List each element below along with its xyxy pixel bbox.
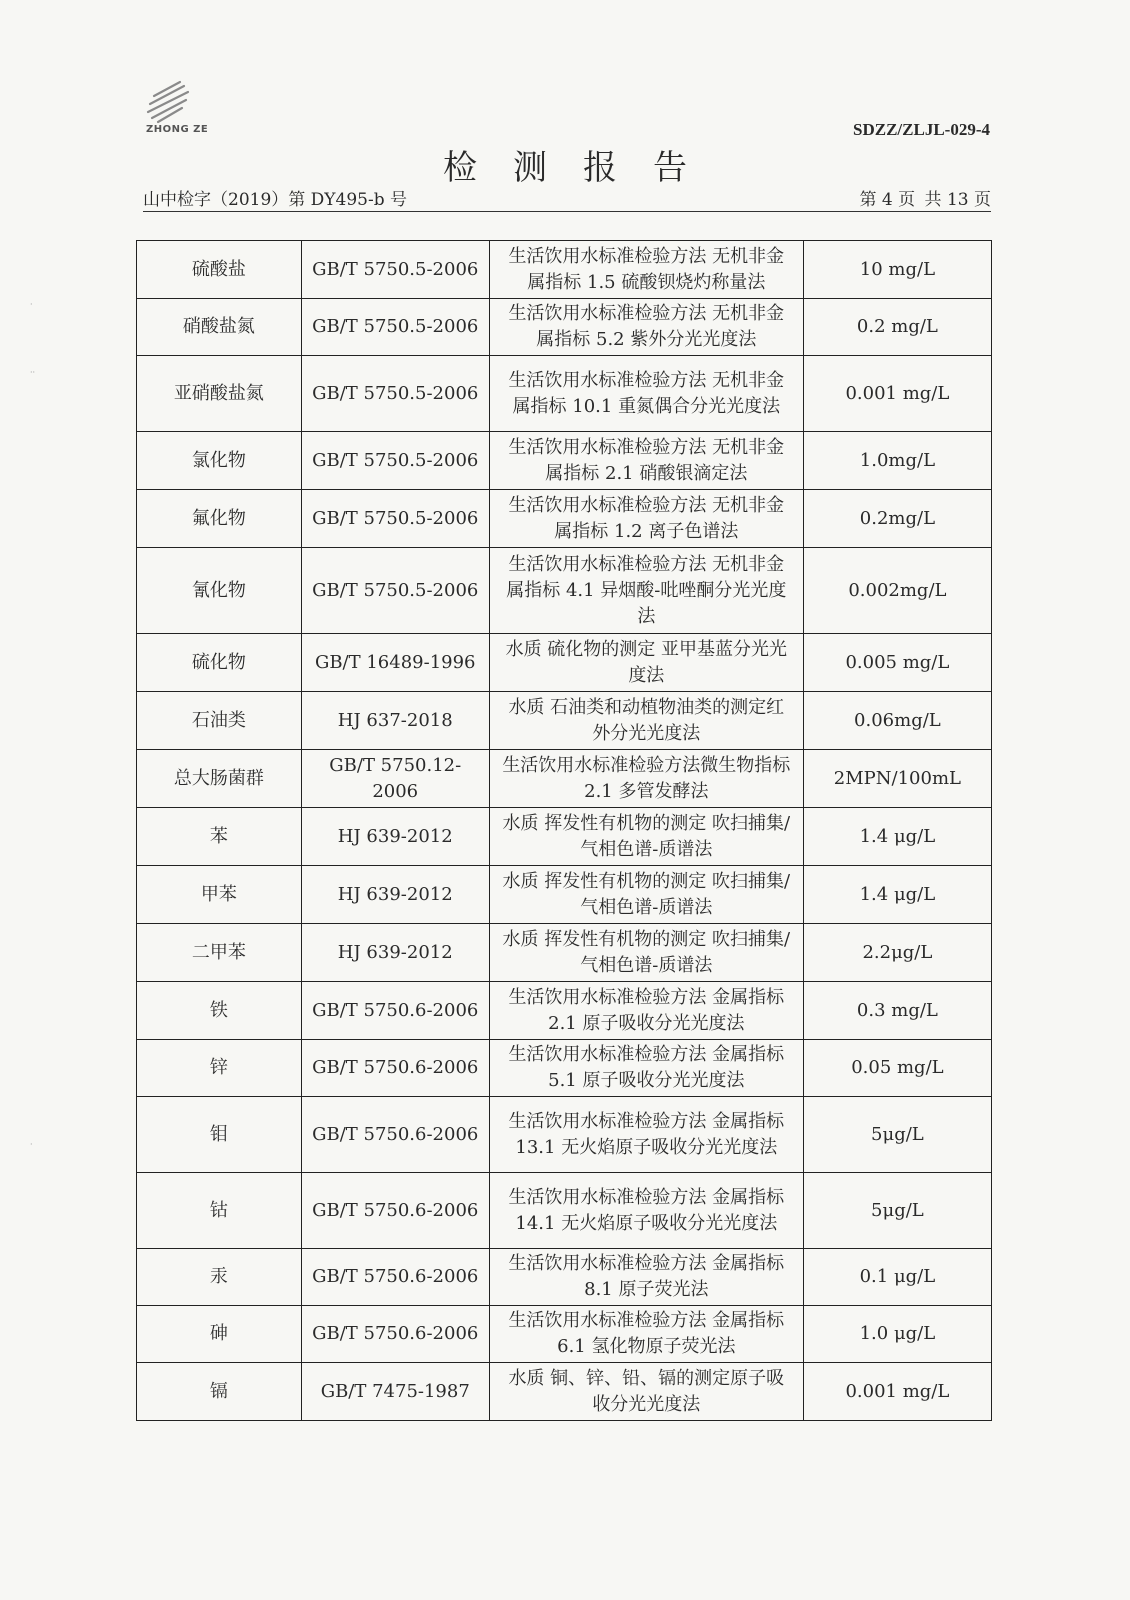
table-row bbox=[137, 1097, 992, 1173]
table-row bbox=[137, 356, 992, 432]
scan-speck: · bbox=[30, 300, 33, 309]
page-indicator bbox=[856, 185, 991, 210]
method-cell: 水质 挥发性有机物的测定 吹扫捕集/气相色谱-质谱法 bbox=[489, 808, 803, 866]
scan-speck: · bbox=[30, 1140, 33, 1149]
table-row bbox=[137, 1306, 992, 1363]
standard-cell: GB/T 5750.5-2006 bbox=[301, 548, 489, 634]
limit-cell: 0.3 mg/L bbox=[803, 982, 991, 1040]
results-table-body bbox=[137, 241, 992, 1421]
limit-cell: 0.005 mg/L bbox=[803, 634, 991, 692]
item-cell: 苯 bbox=[137, 808, 302, 866]
table-row bbox=[137, 692, 992, 750]
report-number: 山中检字（2019）第 DY495-b 号 bbox=[143, 190, 407, 210]
report-meta-row bbox=[143, 185, 991, 212]
page-total: 共 13 页 bbox=[924, 190, 991, 210]
standard-cell: GB/T 16489-1996 bbox=[301, 634, 489, 692]
method-cell: 生活饮用水标准检验方法 无机非金属指标 2.1 硝酸银滴定法 bbox=[489, 432, 803, 490]
standard-cell: GB/T 5750.6-2006 bbox=[301, 1306, 489, 1363]
limit-cell: 5μg/L bbox=[803, 1173, 991, 1249]
standard-cell: GB/T 5750.12-2006 bbox=[301, 750, 489, 808]
item-cell: 硫化物 bbox=[137, 634, 302, 692]
method-cell: 水质 铜、锌、铅、镉的测定原子吸收分光光度法 bbox=[489, 1363, 803, 1421]
limit-cell: 1.0 μg/L bbox=[803, 1306, 991, 1363]
item-cell: 钼 bbox=[137, 1097, 302, 1173]
method-cell: 生活饮用水标准检验方法 金属指标 5.1 原子吸收分光光度法 bbox=[489, 1040, 803, 1097]
item-cell: 镉 bbox=[137, 1363, 302, 1421]
standard-cell: GB/T 5750.5-2006 bbox=[301, 356, 489, 432]
item-cell: 甲苯 bbox=[137, 866, 302, 924]
item-cell: 石油类 bbox=[137, 692, 302, 750]
method-cell: 生活饮用水标准检验方法 无机非金属指标 4.1 异烟酸-吡唑酮分光光度法 bbox=[489, 548, 803, 634]
item-cell: 氟化物 bbox=[137, 490, 302, 548]
method-cell: 水质 挥发性有机物的测定 吹扫捕集/气相色谱-质谱法 bbox=[489, 866, 803, 924]
item-cell: 硝酸盐氮 bbox=[137, 299, 302, 356]
item-cell: 钴 bbox=[137, 1173, 302, 1249]
item-cell: 砷 bbox=[137, 1306, 302, 1363]
item-cell: 总大肠菌群 bbox=[137, 750, 302, 808]
standard-cell: GB/T 5750.6-2006 bbox=[301, 1173, 489, 1249]
method-cell: 生活饮用水标准检验方法 金属指标 8.1 原子荧光法 bbox=[489, 1249, 803, 1306]
logo-text: ZHONG ZE bbox=[146, 124, 209, 135]
limit-cell: 1.4 μg/L bbox=[803, 808, 991, 866]
limit-cell: 0.001 mg/L bbox=[803, 356, 991, 432]
limit-cell: 2.2μg/L bbox=[803, 924, 991, 982]
table-row bbox=[137, 548, 992, 634]
method-cell: 生活饮用水标准检验方法 无机非金属指标 5.2 紫外分光光度法 bbox=[489, 299, 803, 356]
limit-cell: 2MPN/100mL bbox=[803, 750, 991, 808]
limit-cell: 5μg/L bbox=[803, 1097, 991, 1173]
item-cell: 氰化物 bbox=[137, 548, 302, 634]
table-row bbox=[137, 1173, 992, 1249]
limit-cell: 0.2mg/L bbox=[803, 490, 991, 548]
table-row bbox=[137, 924, 992, 982]
limit-cell: 0.06mg/L bbox=[803, 692, 991, 750]
limit-cell: 0.05 mg/L bbox=[803, 1040, 991, 1097]
standard-cell: HJ 639-2012 bbox=[301, 808, 489, 866]
document-code: SDZZ/ZLJL-029-4 bbox=[853, 120, 990, 139]
standard-cell: GB/T 5750.5-2006 bbox=[301, 299, 489, 356]
table-row bbox=[137, 1249, 992, 1306]
standard-cell: HJ 639-2012 bbox=[301, 866, 489, 924]
limit-cell: 0.2 mg/L bbox=[803, 299, 991, 356]
standard-cell: GB/T 5750.5-2006 bbox=[301, 432, 489, 490]
item-cell: 锌 bbox=[137, 1040, 302, 1097]
standard-cell: GB/T 5750.6-2006 bbox=[301, 1097, 489, 1173]
method-cell: 水质 硫化物的测定 亚甲基蓝分光光度法 bbox=[489, 634, 803, 692]
method-cell: 生活饮用水标准检验方法 无机非金属指标 1.5 硫酸钡烧灼称量法 bbox=[489, 241, 803, 299]
method-cell: 生活饮用水标准检验方法 无机非金属指标 1.2 离子色谱法 bbox=[489, 490, 803, 548]
table-row bbox=[137, 634, 992, 692]
item-cell: 亚硝酸盐氮 bbox=[137, 356, 302, 432]
standard-cell: GB/T 5750.6-2006 bbox=[301, 1249, 489, 1306]
page-number: 第 4 页 bbox=[859, 190, 916, 210]
table-row bbox=[137, 432, 992, 490]
table-row bbox=[137, 241, 992, 299]
standard-cell: GB/T 5750.6-2006 bbox=[301, 982, 489, 1040]
limit-cell: 0.001 mg/L bbox=[803, 1363, 991, 1421]
method-cell: 生活饮用水标准检验方法微生物指标 2.1 多管发酵法 bbox=[489, 750, 803, 808]
report-title: 检测报告 bbox=[443, 148, 723, 188]
limit-cell: 1.0mg/L bbox=[803, 432, 991, 490]
limit-cell: 1.4 μg/L bbox=[803, 866, 991, 924]
method-cell: 生活饮用水标准检验方法 金属指标 6.1 氢化物原子荧光法 bbox=[489, 1306, 803, 1363]
table-row bbox=[137, 866, 992, 924]
item-cell: 硫酸盐 bbox=[137, 241, 302, 299]
standard-cell: HJ 637-2018 bbox=[301, 692, 489, 750]
limit-cell: 10 mg/L bbox=[803, 241, 991, 299]
item-cell: 铁 bbox=[137, 982, 302, 1040]
table-row bbox=[137, 299, 992, 356]
table-row bbox=[137, 808, 992, 866]
standard-cell: GB/T 5750.6-2006 bbox=[301, 1040, 489, 1097]
standard-cell: GB/T 5750.5-2006 bbox=[301, 490, 489, 548]
item-cell: 氯化物 bbox=[137, 432, 302, 490]
limit-cell: 0.002mg/L bbox=[803, 548, 991, 634]
table-row bbox=[137, 1363, 992, 1421]
method-cell: 生活饮用水标准检验方法 金属指标 13.1 无火焰原子吸收分光光度法 bbox=[489, 1097, 803, 1173]
table-row bbox=[137, 1040, 992, 1097]
standard-cell: HJ 639-2012 bbox=[301, 924, 489, 982]
scan-speck: ·· bbox=[30, 368, 36, 377]
method-cell: 水质 石油类和动植物油类的测定红外分光光度法 bbox=[489, 692, 803, 750]
item-cell: 二甲苯 bbox=[137, 924, 302, 982]
method-cell: 水质 挥发性有机物的测定 吹扫捕集/气相色谱-质谱法 bbox=[489, 924, 803, 982]
item-cell: 汞 bbox=[137, 1249, 302, 1306]
limit-cell: 0.1 μg/L bbox=[803, 1249, 991, 1306]
standard-cell: GB/T 7475-1987 bbox=[301, 1363, 489, 1421]
table-row bbox=[137, 490, 992, 548]
table-row bbox=[137, 982, 992, 1040]
method-cell: 生活饮用水标准检验方法 金属指标 14.1 无火焰原子吸收分光光度法 bbox=[489, 1173, 803, 1249]
method-cell: 生活饮用水标准检验方法 无机非金属指标 10.1 重氮偶合分光光度法 bbox=[489, 356, 803, 432]
table-row bbox=[137, 750, 992, 808]
results-table bbox=[136, 240, 992, 1421]
method-cell: 生活饮用水标准检验方法 金属指标 2.1 原子吸收分光光度法 bbox=[489, 982, 803, 1040]
standard-cell: GB/T 5750.5-2006 bbox=[301, 241, 489, 299]
